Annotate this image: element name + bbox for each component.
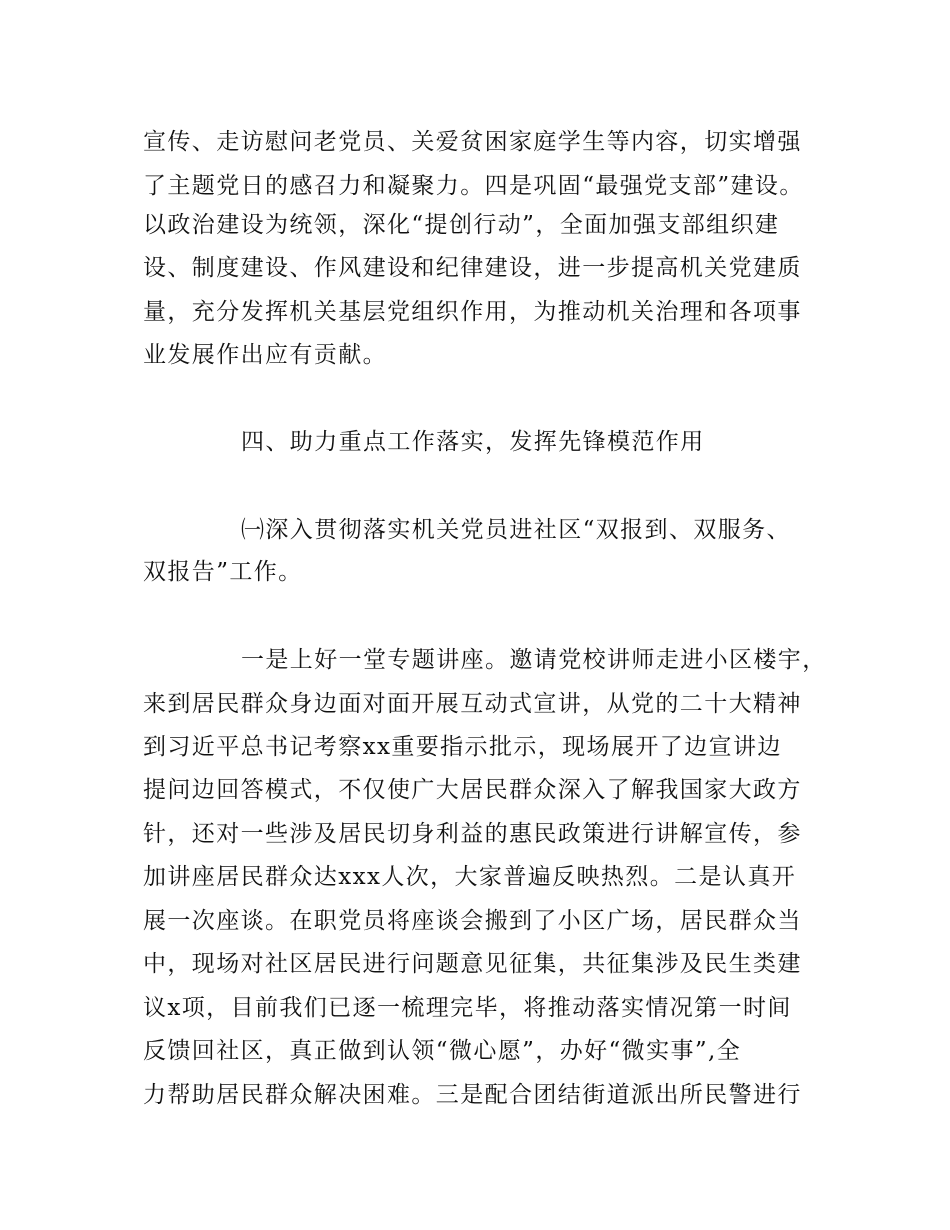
subsection-heading: ㈠深入贯彻落实机关党员进社区“双报到、双服务、 bbox=[241, 517, 791, 543]
section-heading: 四、助力重点工作落实，发挥先锋模范作用 bbox=[241, 429, 705, 455]
paragraph-line: 力帮助居民群众解决困难。三是配合团结街道派出所民警进行 bbox=[143, 1082, 802, 1108]
paragraph-line: 中，现场对社区居民进行问题意见征集，共征集涉及民生类建 bbox=[143, 951, 802, 977]
paragraph-line: 提问边回答模式，不仅使广大居民群众深入了解我国家大政方 bbox=[143, 777, 802, 803]
paragraph-line: 到习近平总书记考察xx重要指示批示，现场展开了边宣讲边 bbox=[143, 734, 782, 760]
paragraph-line: 了主题党日的感召力和凝聚力。四是巩固“最强党支部”建设。 bbox=[143, 173, 804, 199]
paragraph-line: 量，充分发挥机关基层党组织作用，为推动机关治理和各项事 bbox=[143, 299, 802, 325]
paragraph-line: 反馈回社区，真正做到认领“微心愿”，办好“微实事”,全 bbox=[143, 1038, 742, 1064]
paragraph-line: 一是上好一堂专题讲座。邀请党校讲师走进小区楼宇， bbox=[241, 647, 827, 673]
paragraph-line: 展一次座谈。在职党员将座谈会搬到了小区广场，居民群众当 bbox=[143, 908, 802, 934]
paragraph-line: 来到居民群众身边面对面开展互动式宣讲，从党的二十大精神 bbox=[143, 691, 802, 717]
paragraph-line: 议x项，目前我们已逐一梳理完毕，将推动落实情况第一时间 bbox=[143, 995, 792, 1021]
paragraph-line: 业发展作出应有贡献。 bbox=[143, 342, 387, 368]
paragraph-line: 加讲座居民群众达xxx人次，大家普遍反映热烈。二是认真开 bbox=[143, 864, 797, 890]
paragraph-line: 针，还对一些涉及居民切身利益的惠民政策进行讲解宣传，参 bbox=[143, 821, 802, 847]
paragraph-line: 以政治建设为统领，深化“提创行动”，全面加强支部组织建 bbox=[143, 212, 780, 238]
subsection-heading: 双报告”工作。 bbox=[143, 559, 303, 585]
paragraph-line: 设、制度建设、作风建设和纪律建设，进一步提高机关党建质 bbox=[143, 255, 802, 281]
paragraph-line: 宣传、走访慰问老党员、关爱贫困家庭学生等内容，切实增强 bbox=[143, 129, 802, 155]
